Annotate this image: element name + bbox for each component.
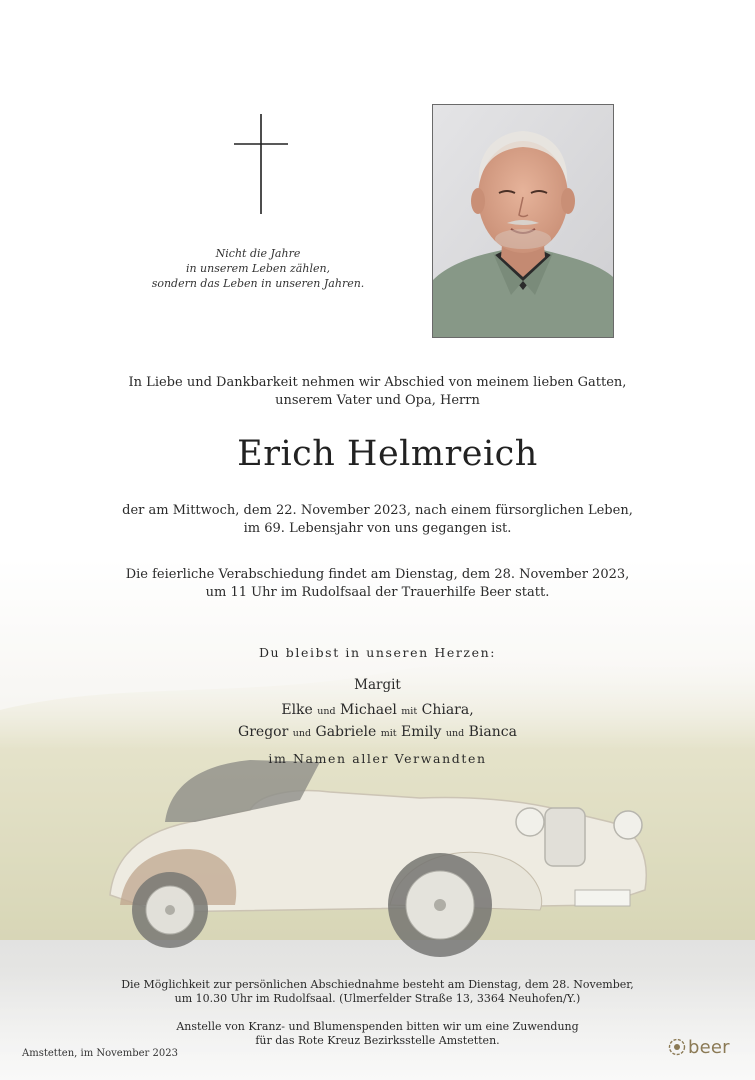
logo-text: beer bbox=[688, 1036, 730, 1058]
portrait-photo bbox=[432, 104, 614, 338]
donation-line-2: für das Rote Kreuz Bezirksstelle Amstetten. bbox=[255, 1034, 500, 1047]
mourner-spouse: Margit bbox=[354, 677, 401, 693]
conjunction: mit bbox=[401, 706, 418, 717]
farewell-line-2: um 10.30 Uhr im Rudolfsaal. (Ulmerfelder Straße 13, 3364 Neuhofen/Y.) bbox=[174, 992, 581, 1005]
donation-line-1: Anstelle von Kranz- und Blumenspenden bitten wir um eine Zuwendung bbox=[176, 1020, 579, 1033]
beer-logo-icon bbox=[668, 1038, 686, 1056]
death-notice bbox=[0, 502, 755, 538]
conjunction: und bbox=[317, 706, 336, 717]
mourner-family bbox=[0, 700, 755, 744]
family-name: Gabriele bbox=[315, 724, 377, 740]
conjunction: und bbox=[445, 728, 465, 739]
conjunction: und bbox=[292, 728, 312, 739]
quote-line-1: Nicht die Jahre bbox=[215, 247, 301, 260]
quote-line-3: sondern das Leben in unseren Jahren. bbox=[151, 277, 365, 290]
farewell-line-1: Die Möglichkeit zur persönlichen Abschiednahme besteht am Dienstag, dem 28. November, bbox=[121, 978, 634, 991]
place-date: Amstetten, im November 2023 bbox=[22, 1048, 178, 1059]
ceremony-line-2: um 11 Uhr im Rudolfsaal der Trauerhilfe Beer statt. bbox=[205, 585, 550, 600]
family-row-1 bbox=[0, 700, 755, 722]
beer-logo bbox=[668, 1034, 738, 1060]
death-line-1: der am Mittwoch, dem 22. November 2023, nach einem fürsorglichen Leben, bbox=[122, 503, 633, 518]
family-name: Gregor bbox=[238, 724, 289, 740]
family-row-2 bbox=[0, 722, 755, 744]
relatives-line: im Namen aller Verwandten bbox=[268, 751, 487, 766]
family-name: Chiara, bbox=[421, 702, 474, 718]
family-name: Bianca bbox=[468, 724, 517, 740]
family-name: Elke bbox=[281, 702, 313, 718]
intro-line-1: In Liebe und Dankbarkeit nehmen wir Abschied von meinem lieben Gatten, bbox=[128, 375, 627, 390]
cross-icon bbox=[232, 114, 290, 214]
deceased-name: Erich Helmreich bbox=[237, 434, 538, 474]
death-line-2: im 69. Lebensjahr von uns gegangen ist. bbox=[243, 521, 512, 536]
mourners-heading: Du bleibst in unseren Herzen: bbox=[258, 645, 497, 660]
farewell-notice bbox=[0, 978, 755, 1006]
ceremony-notice bbox=[0, 566, 755, 602]
quote-line-2: in unserem Leben zählen, bbox=[185, 262, 331, 275]
donation-notice bbox=[0, 1020, 755, 1048]
conjunction: mit bbox=[380, 728, 397, 739]
family-name: Emily bbox=[401, 724, 442, 740]
intro-line-2: unserem Vater und Opa, Herrn bbox=[275, 393, 480, 408]
ceremony-line-1: Die feierliche Verabschiedung findet am Dienstag, dem 28. November 2023, bbox=[125, 567, 630, 582]
family-name: Michael bbox=[340, 702, 397, 718]
memorial-quote bbox=[140, 246, 376, 291]
intro-text bbox=[0, 374, 755, 410]
